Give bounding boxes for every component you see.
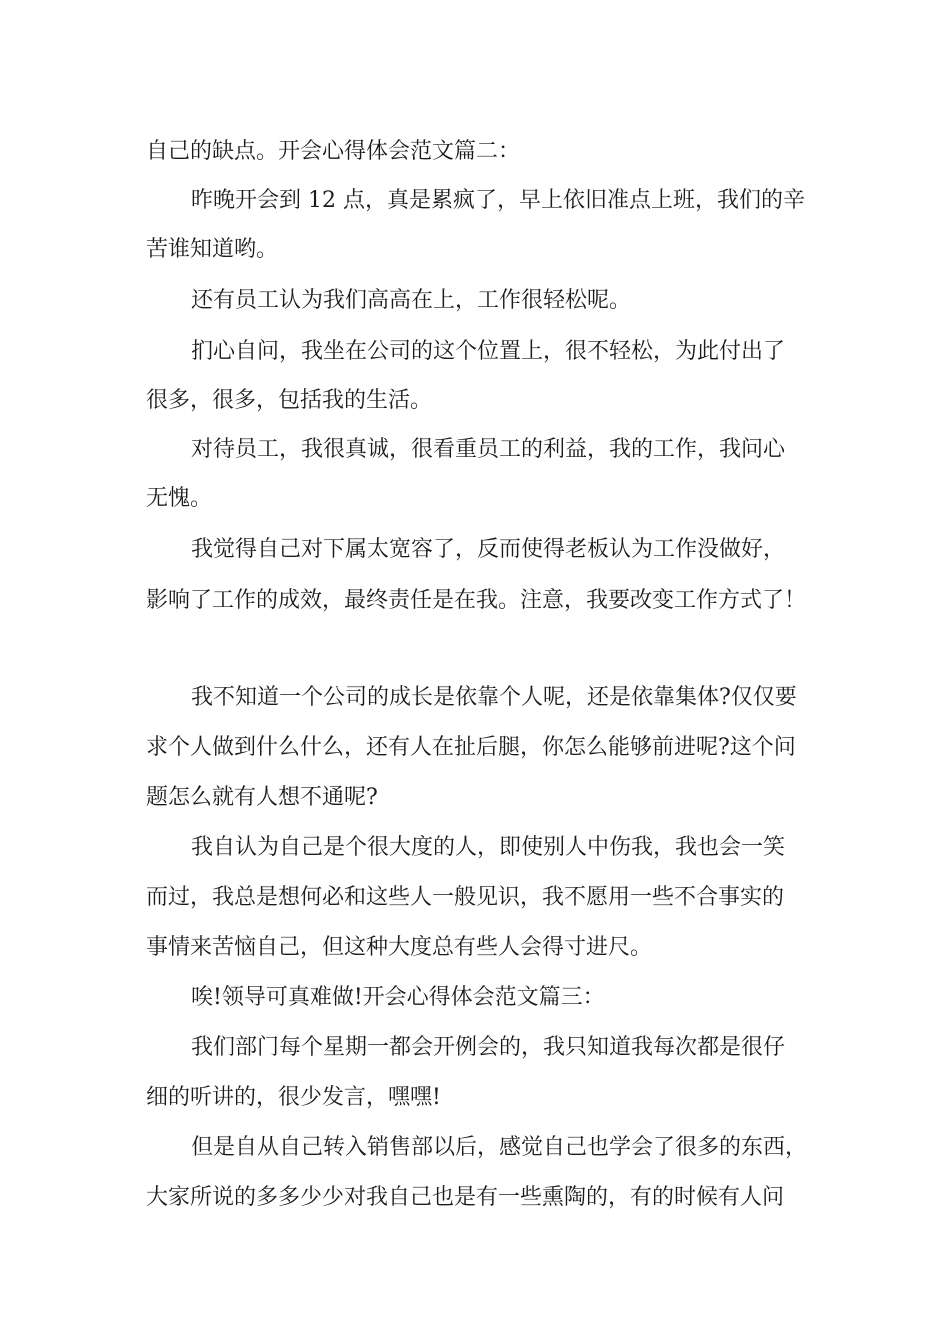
text-line: 我觉得自己对下属太宽容了，反而使得老板认为工作没做好， xyxy=(191,537,786,562)
text-line: 扪心自问，我坐在公司的这个位置上，很不轻松，为此付出了 xyxy=(191,339,786,364)
text-line: 无愧。 xyxy=(146,486,213,511)
text-line: 但是自从自己转入销售部以后，感觉自己也学会了很多的东西， xyxy=(191,1135,808,1160)
text-line: 苦谁知道哟。 xyxy=(146,237,279,262)
text-line: 大家所说的多多少少对我自己也是有一些熏陶的，有的时候有人问 xyxy=(146,1185,785,1210)
text-line: 而过，我总是想何必和这些人一般见识，我不愿用一些不合事实的 xyxy=(146,885,785,910)
text-line: 还有员工认为我们高高在上，工作很轻松呢。 xyxy=(191,288,632,313)
text-line: 题怎么就有人想不通呢? xyxy=(146,785,378,810)
text-line: 事情来苦恼自己，但这种大度总有些人会得寸进尺。 xyxy=(146,935,653,960)
text-line: 影响了工作的成效，最终责任是在我。注意，我要改变工作方式了！ xyxy=(146,588,807,613)
text-line: 求个人做到什么什么，还有人在扯后腿，你怎么能够前进呢?这个问 xyxy=(146,735,796,760)
text-line: 很多，很多，包括我的生活。 xyxy=(146,388,433,413)
text-line: 细的听讲的，很少发言，嘿嘿! xyxy=(146,1085,441,1110)
text-line: 对待员工，我很真诚，很看重员工的利益，我的工作，我问心 xyxy=(191,437,786,462)
text-line: 自己的缺点。开会心得体会范文篇二： xyxy=(146,139,521,164)
text-line: 昨晚开会到 12 点，真是累疯了，早上依旧准点上班，我们的辛 xyxy=(191,188,805,213)
text-line: 唉!领导可真难做!开会心得体会范文篇三： xyxy=(191,985,605,1010)
text-line: 我们部门每个星期一都会开例会的，我只知道我每次都是很仔 xyxy=(191,1035,786,1060)
text-line: 我不知道一个公司的成长是依靠个人呢，还是依靠集体?仅仅要 xyxy=(191,685,797,710)
text-line: 我自认为自己是个很大度的人，即使别人中伤我，我也会一笑 xyxy=(191,835,786,860)
